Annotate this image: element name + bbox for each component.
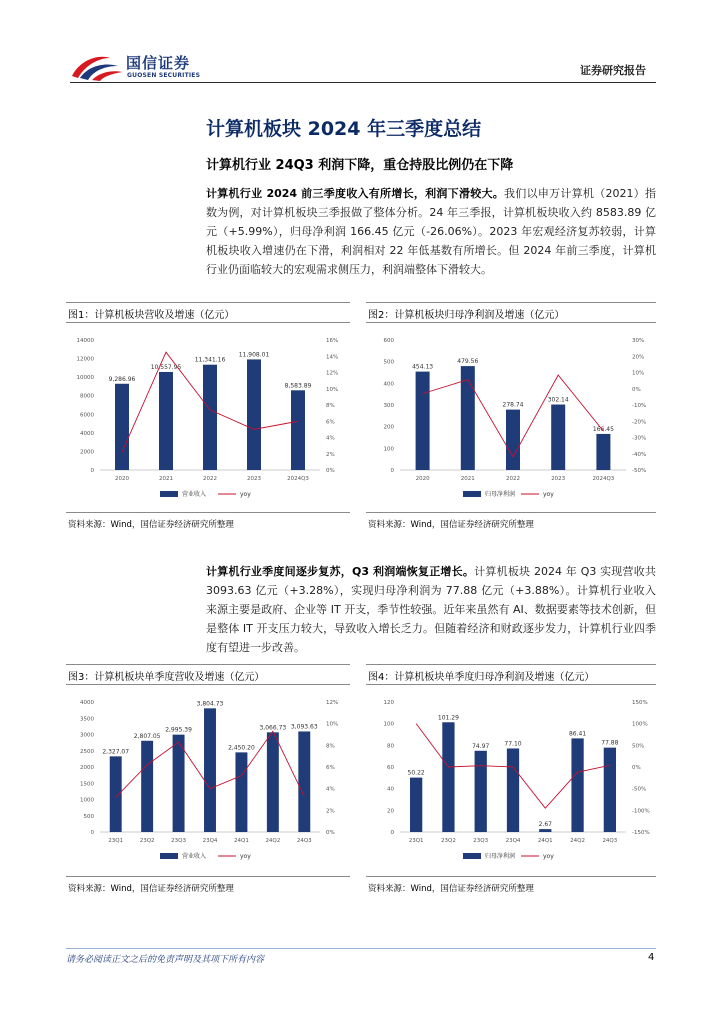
ytick-right-label: 0% [632,765,641,771]
ytick-label: 400 [383,381,394,388]
ytick-label: 12000 [76,356,94,363]
ytick-label: 3000 [80,732,94,739]
bar-data-label: 2.67 [538,821,552,829]
bar-data-label: 11,341.16 [194,356,226,364]
paragraph-1-lead: 计算机行业 2024 前三季度收入有所增长，利润下滑较大。 [206,187,505,200]
xtick-label: 2021 [460,476,475,482]
footer-divider [66,948,656,949]
xtick-label: 23Q1 [108,838,124,844]
legend-bar-swatch [463,853,481,859]
ytick-right-label: 50% [632,743,645,750]
section-subtitle: 计算机行业 24Q3 利润下降，重仓持股比例仍在下降 [206,158,514,173]
paragraph-2-body: 计算机板块 2024 年 Q3 实现营收共 3093.63 亿元（+3.28%），实现归母净利润为 77.88 亿元（+3.88%）。计算机行业收入来源主要是政府、企业等 IT 开支，季节性较强。近年来虽然有 AI、数据要素等技术创新，但是整体 IT 开支压力较大，导致收入增长乏力。但随着经济和财政逐步发力，计算机行业四季度有望进一步改善。 [206,565,656,654]
legend-line-label: yoy [543,853,554,860]
chart-fig4 [366,690,656,870]
ytick-label: 100 [383,721,394,728]
chart-fig3 [66,690,350,870]
xtick-label: 23Q3 [473,838,489,844]
ytick-label: 0 [90,830,94,836]
ytick-label: 10000 [76,375,94,382]
paragraph-2-lead: 计算机行业季度间逐步复苏，Q3 利润端恢复正增长。 [206,565,475,578]
legend-line-label: yoy [543,491,554,498]
bar [506,410,520,470]
ytick-label: 200 [383,424,394,431]
ytick-label: 80 [387,743,394,750]
fig1-top-rule [66,302,350,303]
ytick-right-label: 6% [326,765,335,771]
bar [475,751,487,832]
ytick-label: 14000 [76,338,94,344]
logo-en: GUOSEN SECURITIES [127,72,201,79]
bar-data-label: 74.97 [472,742,490,750]
xtick-label: 23Q4 [505,838,521,844]
ytick-label: 8000 [80,393,94,400]
bar [291,390,305,470]
fig3-title-rule [66,684,350,685]
xtick-label: 2020 [115,476,129,482]
bar [442,722,454,832]
bar [204,708,216,832]
paragraph-1-body: 我们以申万计算机（2021）指数为例，对计算机板块三季报做了整体分析。24 年三季报，计算机板块收入约 8583.89 亿元（+5.99%），归母净利润 166.45 亿元（-26.06%）。2023 年宏观经济复苏较弱，计算机板块收入增速仍在下滑，利润相对 22 年低基数有所增长。但 2024 年前三季度，计算机行业仍面临较大的宏观需求侧压力，利润端整体下滑较大。 [206,187,656,276]
legend-line-label: yoy [240,853,251,860]
bar-data-label: 2,807.05 [133,732,161,740]
bar-data-label: 2,995.39 [165,726,192,734]
xtick-label: 24Q1 [234,838,249,844]
ytick-right-label: 8% [326,403,335,409]
xtick-label: 24Q2 [265,838,281,844]
legend-bar-label: 营业收入 [182,853,207,860]
legend-bar-swatch [463,491,481,497]
logo-cn: 国信证券 [126,54,191,72]
ytick-label: 4000 [80,700,94,706]
report-type: 证券研究报告 [580,64,646,77]
xtick-label: 2020 [415,476,430,482]
page-number: 4 [648,952,655,963]
ytick-right-label: 10% [632,370,645,377]
xtick-label: 24Q3 [296,838,312,844]
bar-data-label: 479.56 [457,358,479,366]
xtick-label: 2022 [203,476,217,482]
bar-data-label: 166.45 [592,425,614,433]
bar [539,829,551,832]
ytick-right-label: 150% [632,700,648,706]
ytick-label: 40 [387,786,394,793]
ytick-right-label: -50% [632,786,647,793]
ytick-right-label: 10% [326,386,339,393]
bar [507,748,519,832]
fig3-bottom-rule [66,876,350,877]
bar-data-label: 11,908.01 [238,351,270,359]
xtick-label: 23Q4 [202,838,218,844]
ytick-label: 6000 [80,412,94,419]
ytick-label: 0 [90,468,94,474]
bar [416,372,430,470]
ytick-right-label: -10% [632,403,647,409]
xtick-label: 23Q2 [139,838,155,844]
bar-data-label: 10,557.95 [150,363,182,371]
fig2-top-rule [366,302,656,303]
bar [159,372,173,470]
fig1-bottom-rule [66,512,350,513]
bar [247,359,261,470]
bar [571,738,583,832]
legend-bar-swatch [160,853,178,859]
bar [203,365,217,470]
legend-bar-label: 归母净利润 [485,491,516,498]
ytick-right-label: 16% [326,338,339,344]
ytick-right-label: -40% [632,451,647,458]
ytick-label: 100 [383,446,394,453]
ytick-right-label: -50% [632,468,647,474]
ytick-right-label: 8% [326,743,335,750]
ytick-right-label: -30% [632,435,647,442]
fig2-title-rule [366,322,656,323]
header [0,0,724,90]
bar [267,732,279,832]
ytick-right-label: 30% [632,338,645,344]
fig3-title: 图3：计算机板块单季度营收及增速（亿元） [68,672,265,683]
ytick-label: 60 [387,765,394,771]
ytick-right-label: 0% [326,830,335,836]
xtick-label: 24Q2 [570,838,585,844]
bar-data-label: 3,093.63 [290,723,318,731]
bar-data-label: 454.13 [412,363,434,371]
bar-data-label: 278.74 [502,401,524,409]
ytick-right-label: 12% [326,370,339,377]
xtick-label: 23Q1 [408,838,424,844]
fig4-title-rule [366,684,656,685]
ytick-right-label: 0% [326,468,335,474]
bar-data-label: 3,804.73 [196,700,224,708]
ytick-right-label: 2% [326,451,335,458]
xtick-label: 2022 [506,476,520,482]
bar-data-label: 2,450.20 [228,744,255,752]
bar-data-label: 9,286.96 [108,375,136,383]
bar-data-label: 77.88 [601,739,619,747]
ytick-label: 3500 [80,716,94,723]
fig2-title: 图2：计算机板块归母净利润及增速（亿元） [368,310,565,321]
bar-data-label: 86.41 [568,730,587,738]
ytick-label: 20 [387,808,394,815]
legend-bar-label: 营业收入 [182,491,207,498]
bar-data-label: 302.14 [547,396,569,404]
footer-disclaimer: 请务必阅读正文之后的免责声明及其项下所有内容 [66,955,265,965]
ytick-right-label: 100% [632,721,648,728]
ytick-label: 0 [390,830,394,836]
ytick-right-label: -150% [632,830,650,836]
fig3-top-rule [66,664,350,665]
fig4-source: 资料来源：Wind，国信证券经济研究所整理 [368,884,534,894]
bar-data-label: 50.22 [407,769,425,777]
ytick-right-label: 4% [326,786,335,793]
bar [173,735,185,832]
ytick-right-label: 12% [326,700,339,706]
chart-fig2 [366,328,656,508]
ytick-right-label: 2% [326,808,335,815]
bar [551,405,565,470]
legend-bar-swatch [160,491,178,497]
ytick-label: 500 [83,813,94,820]
fig1-source: 资料来源：Wind，国信证券经济研究所整理 [68,520,234,530]
legend-bar-label: 归母净利润 [485,853,516,860]
ytick-label: 1500 [80,781,94,788]
xtick-label: 23Q2 [441,838,456,844]
fig4-top-rule [366,664,656,665]
bar-data-label: 3,066.73 [259,724,287,732]
ytick-right-label: -20% [632,419,647,426]
bar-data-label: 8,583.89 [284,382,312,390]
xtick-label: 24Q3 [602,838,618,844]
guosen-logo-icon [70,52,124,82]
ytick-label: 500 [383,359,394,366]
chart-fig1 [66,328,350,508]
xtick-label: 2024Q3 [592,476,615,482]
fig3-source: 资料来源：Wind，国信证券经济研究所整理 [68,884,234,894]
ytick-right-label: 14% [326,354,339,361]
bar [604,748,616,832]
xtick-label: 24Q1 [537,838,553,844]
ytick-right-label: 10% [326,721,339,728]
xtick-label: 23Q3 [171,838,186,844]
ytick-label: 4000 [80,430,94,437]
bar [410,778,422,832]
xtick-label: 2021 [159,476,173,482]
section-title: 计算机板块 2024 年三季度总结 [206,118,482,140]
xtick-label: 2023 [247,476,261,482]
ytick-label: 300 [383,403,394,409]
ytick-label: 0 [390,468,394,474]
fig1-title-rule [66,322,350,323]
bar [115,384,129,470]
ytick-right-label: 20% [632,354,645,361]
bar-data-label: 77.10 [504,740,522,748]
fig2-bottom-rule [366,512,656,513]
xtick-label: 2024Q3 [287,476,309,482]
ytick-label: 2500 [80,748,94,755]
fig2-source: 资料来源：Wind，国信证券经济研究所整理 [368,520,534,530]
bar [596,434,610,470]
ytick-right-label: 4% [326,435,335,442]
paragraph-2 [206,562,656,657]
ytick-label: 600 [383,338,394,344]
fig4-bottom-rule [366,876,656,877]
ytick-right-label: 6% [326,419,335,426]
bar [235,752,247,832]
ytick-label: 1000 [80,797,94,804]
fig4-title: 图4：计算机板块单季度归母净利润及增速（亿元） [368,672,595,683]
bar [141,741,153,832]
legend-line-label: yoy [240,491,251,498]
paragraph-1 [206,184,656,279]
fig1-title: 图1：计算机板块营收及增速（亿元） [68,310,235,321]
ytick-label: 2000 [80,765,94,771]
bar-data-label: 2,327.07 [102,748,130,756]
ytick-right-label: -100% [632,808,650,815]
ytick-right-label: 0% [632,386,641,393]
bar-data-label: 101.29 [437,714,459,722]
bar [298,731,310,832]
ytick-label: 2000 [80,449,94,456]
bar [461,366,475,470]
header-divider [70,82,656,83]
bar [110,756,122,832]
xtick-label: 2023 [551,476,566,482]
ytick-label: 120 [383,700,394,706]
